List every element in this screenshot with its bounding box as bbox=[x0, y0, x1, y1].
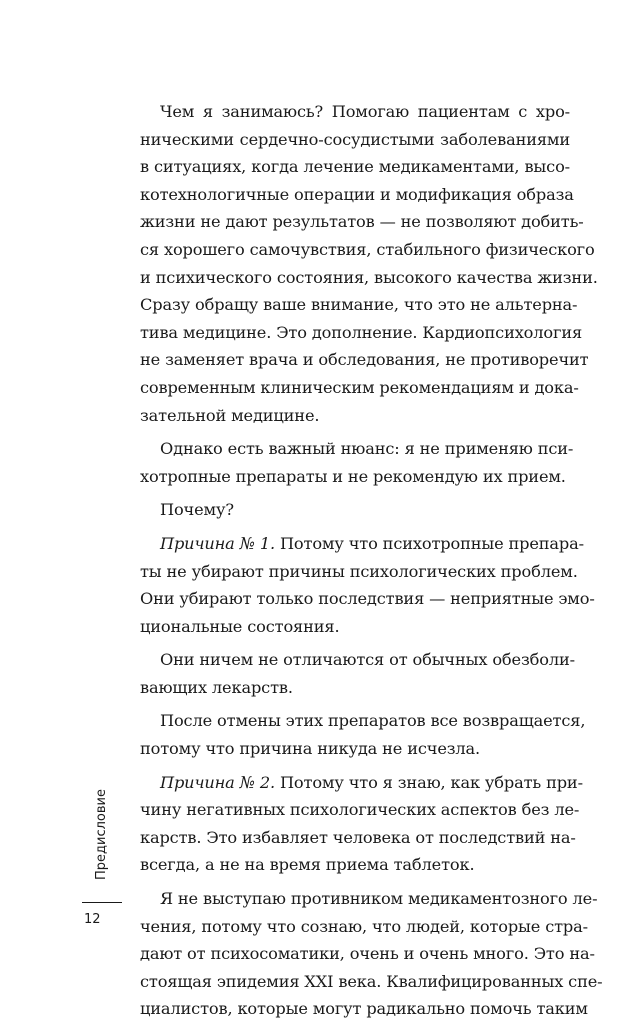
text-line: жизни не дают результатов — не позволяют добить- bbox=[140, 212, 584, 232]
text-line: современным клиническим рекомендациям и дока- bbox=[140, 377, 579, 397]
text-line: ническими сердечно-сосудистыми заболеваниями bbox=[140, 129, 570, 149]
text-line: котехнологичные операции и модификация образа bbox=[140, 184, 574, 204]
text-line: Чем я занимаюсь? Помогаю пациентам с хро- bbox=[160, 102, 570, 121]
text-line: потому что причина никуда не исчезла. bbox=[140, 739, 481, 759]
text-line: Сразу обращу ваше внимание, что это не альтерна- bbox=[140, 295, 578, 315]
paragraph bbox=[140, 769, 583, 879]
text-line: Они убирают только последствия — неприятные эмо- bbox=[140, 589, 595, 609]
text-line: Почему? bbox=[160, 500, 234, 520]
text-line: в ситуациях, когда лечение медикаментами, высо- bbox=[140, 157, 570, 177]
line-text: Потому что я знаю, как убрать при- bbox=[274, 772, 583, 792]
text-line: тива медицине. Это дополнение. Кардиопсихология bbox=[140, 322, 583, 342]
text-line: Они ничем не отличаются от обычных обезболи- bbox=[160, 650, 575, 670]
text-line: всегда, а не на время приема таблеток. bbox=[140, 855, 475, 875]
reason-label: Причина № 1. bbox=[160, 533, 275, 553]
paragraph bbox=[140, 530, 595, 640]
paragraph bbox=[140, 885, 603, 1023]
text-line: чину негативных психологических аспектов без ле- bbox=[140, 800, 580, 820]
text-line: стоящая эпидемия XXI века. Квалифицированных спе- bbox=[140, 971, 603, 991]
text-line: циалистов, которые могут радикально помочь таким bbox=[140, 999, 588, 1019]
paragraph bbox=[140, 496, 570, 524]
line-text: Потому что психотропные препара- bbox=[274, 533, 584, 553]
text-line: зательной медицине. bbox=[140, 405, 320, 425]
text-line: Я не выступаю противником медикаментозного ле- bbox=[160, 889, 598, 909]
running-head: Предисловие bbox=[94, 789, 109, 880]
paragraph bbox=[140, 646, 575, 701]
text-line: циональные состояния. bbox=[140, 616, 340, 636]
text-line: вающих лекарств. bbox=[140, 677, 293, 697]
text-line: ты не убирают причины психологических проблем. bbox=[140, 561, 578, 581]
text-line: не заменяет врача и обследования, не противоречит bbox=[140, 350, 589, 370]
text-line: карств. Это избавляет человека от последствий на- bbox=[140, 827, 576, 847]
text-line bbox=[140, 530, 584, 558]
text-line: чения, потому что сознаю, что людей, которые стра- bbox=[140, 916, 588, 936]
paragraph bbox=[140, 98, 598, 429]
paragraph bbox=[140, 707, 586, 762]
text-line: хотропные препараты и не рекомендую их прием. bbox=[140, 466, 566, 486]
body-text bbox=[140, 98, 603, 1023]
folio-rule bbox=[82, 902, 122, 903]
text-line: После отмены этих препаратов все возвращается, bbox=[160, 711, 586, 731]
reason-label: Причина № 2. bbox=[160, 772, 275, 792]
page-number: 12 bbox=[84, 912, 101, 927]
text-line: и психического состояния, высокого качества жизни. bbox=[140, 267, 598, 287]
text-line: дают от психосоматики, очень и очень много. Это на- bbox=[140, 944, 595, 964]
text-line bbox=[140, 769, 583, 797]
text-line: Однако есть важный нюанс: я не применяю пси- bbox=[160, 439, 574, 459]
paragraph bbox=[140, 435, 574, 490]
text-line: ся хорошего самочувствия, стабильного физического bbox=[140, 239, 595, 259]
